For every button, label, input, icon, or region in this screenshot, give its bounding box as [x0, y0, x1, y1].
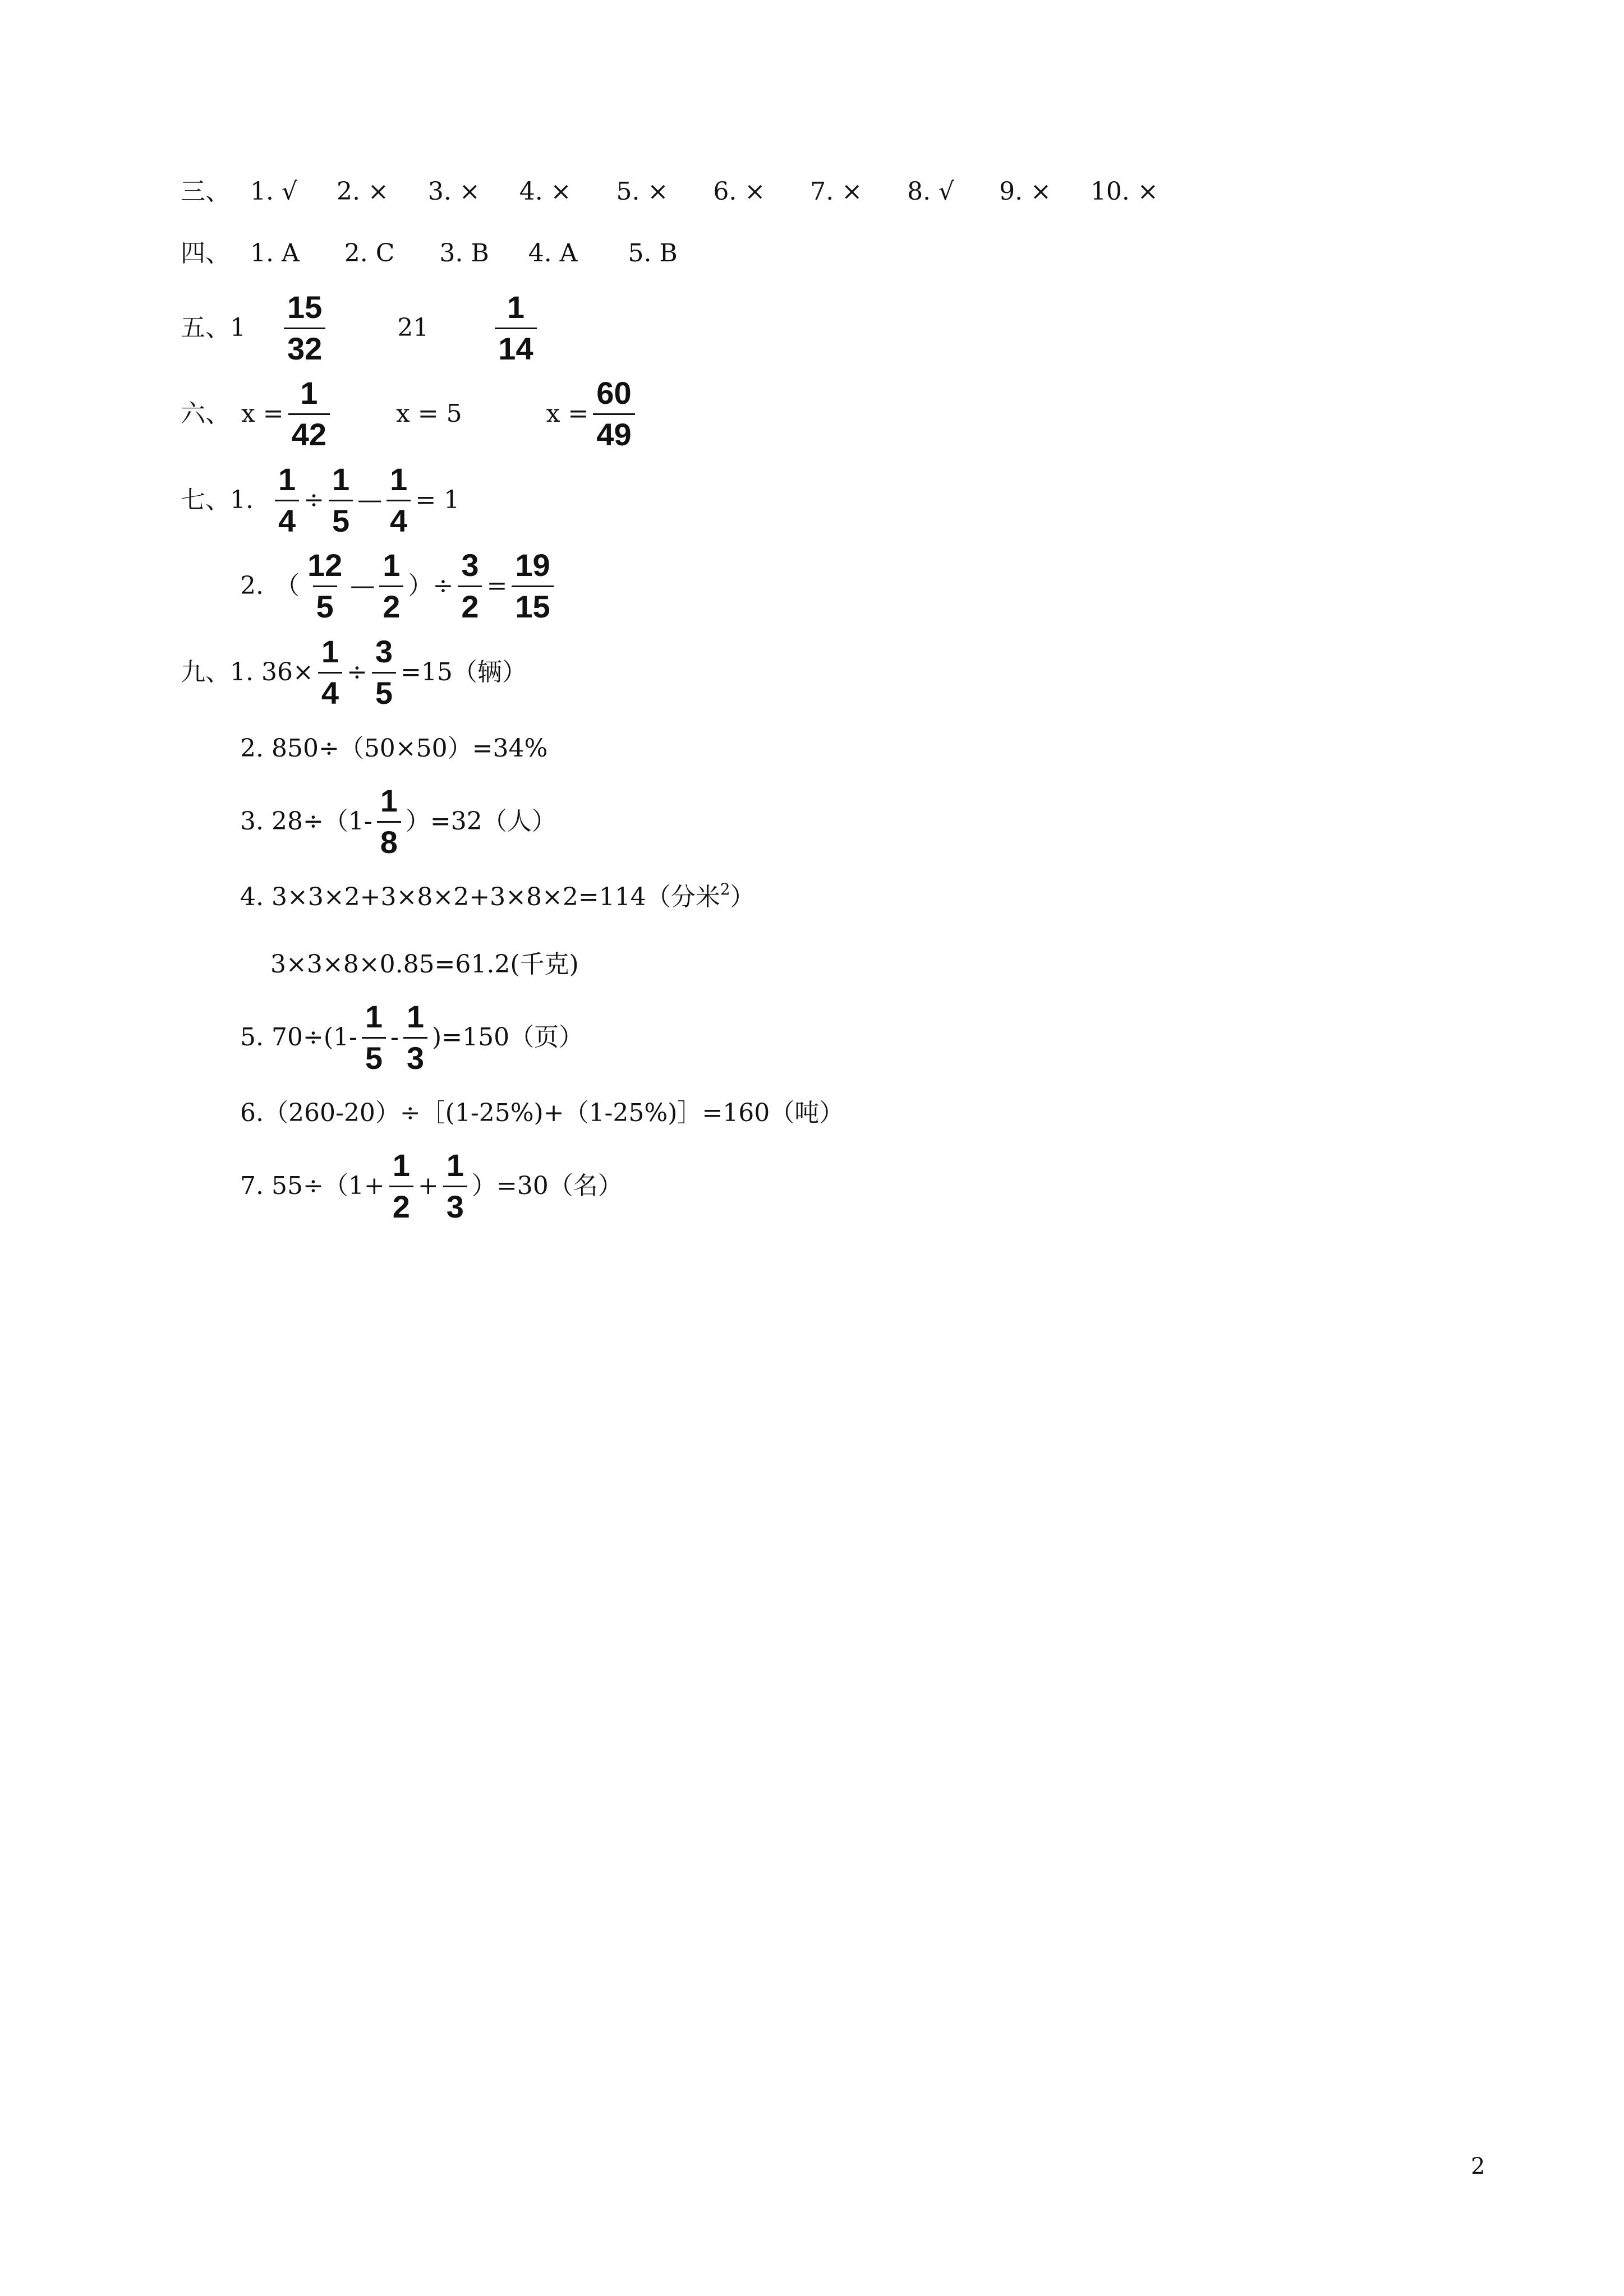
section-label: 四、 — [181, 239, 230, 268]
denominator: 5 — [372, 672, 396, 710]
answer-line-section-9-q4-line2 — [270, 948, 579, 981]
section-label: 七、 — [181, 486, 230, 514]
numerator: 19 — [515, 547, 550, 583]
answer-line-section-3 — [181, 175, 1158, 209]
fraction — [387, 463, 411, 538]
answer-line-section-9-q6 — [240, 1096, 844, 1130]
numerator: 1 — [390, 461, 408, 497]
answer-item: 5. B — [628, 239, 678, 268]
denominator: 4 — [387, 500, 411, 538]
expression: 3×3×8×0.85=61.2(千克) — [270, 950, 579, 979]
numerator: 3 — [375, 633, 393, 669]
fraction — [458, 549, 482, 624]
expression-prefix: 1. 36× — [230, 658, 314, 686]
denominator: 4 — [275, 500, 299, 538]
operator: ÷ — [346, 658, 367, 686]
numerator: 1 — [332, 461, 350, 497]
answer-item: 9. × — [999, 177, 1051, 206]
answer-line-section-6 — [181, 372, 640, 456]
denominator: 3 — [443, 1186, 467, 1224]
fraction — [288, 377, 330, 451]
fraction — [593, 377, 634, 451]
answer-item: 7. × — [810, 177, 863, 206]
fraction — [443, 1149, 467, 1224]
numerator: 1 — [300, 375, 318, 411]
answer-item: 3. × — [427, 177, 480, 206]
paren: （ — [274, 571, 300, 600]
fraction — [377, 782, 401, 860]
fraction — [304, 549, 346, 624]
denominator: 5 — [329, 500, 353, 538]
denominator: 3 — [403, 1037, 427, 1075]
section-label: 三、 — [181, 177, 230, 206]
operator: - — [390, 1023, 399, 1052]
numerator: 1 — [392, 1147, 410, 1183]
denominator: 2 — [458, 585, 482, 624]
operator: ÷ — [303, 486, 325, 514]
paren: ） — [408, 571, 433, 600]
question-index: 1. — [230, 486, 254, 514]
denominator: 42 — [288, 413, 330, 451]
denominator: 4 — [318, 672, 342, 710]
numerator: 15 — [287, 289, 323, 325]
numerator: 1 — [507, 289, 525, 325]
equals: = — [486, 571, 508, 600]
numerator: 1 — [406, 998, 425, 1034]
fraction — [389, 1149, 413, 1224]
answer-value: 21 — [397, 313, 429, 342]
expression: 2. 850÷（50×50）=34% — [240, 734, 548, 763]
answer-line-section-7-q1 — [181, 458, 459, 542]
numerator: 1 — [278, 461, 296, 497]
answer-line-section-9-q4 — [240, 880, 755, 914]
numerator: 1 — [446, 1147, 464, 1183]
expression-prefix: 5. 70÷(1- — [240, 1023, 357, 1052]
numerator: 12 — [307, 547, 343, 583]
answer-line-section-9-q2 — [240, 732, 548, 766]
operator: + — [417, 1172, 439, 1200]
answer-item: 6. × — [713, 177, 766, 206]
denominator: 5 — [362, 1037, 386, 1075]
fraction — [362, 998, 386, 1076]
expression-suffix: =15（辆） — [401, 658, 527, 686]
operator: — — [357, 486, 383, 514]
answer-item: 8. √ — [907, 177, 955, 206]
answer-item: 3. B — [439, 239, 489, 268]
answer-line-section-7-q2 — [240, 544, 558, 628]
denominator: 49 — [593, 413, 634, 451]
denominator: 32 — [284, 328, 325, 366]
equation: x = 5 — [395, 399, 462, 428]
expression: 4. 3×3×2+3×8×2+3×8×2=114（分米 — [240, 883, 720, 911]
fraction — [495, 291, 536, 366]
answer-line-section-9-q5 — [240, 995, 583, 1080]
operator: — — [350, 571, 375, 600]
answer-line-section-9-q1 — [181, 630, 527, 714]
section-label: 五、 — [181, 313, 230, 342]
denominator: 14 — [495, 328, 536, 366]
expression-prefix: 3. 28÷（1- — [240, 807, 372, 836]
expression-suffix: ）=30（名） — [471, 1172, 623, 1200]
answer-item: 5. × — [616, 177, 669, 206]
denominator: 2 — [389, 1186, 413, 1224]
paren: ） — [730, 883, 755, 911]
answer-item: 2. C — [344, 239, 395, 268]
fraction — [372, 635, 396, 710]
expression-suffix: ）=32（人） — [405, 807, 556, 836]
denominator: 5 — [313, 585, 337, 624]
fraction — [379, 549, 403, 624]
numerator: 60 — [596, 375, 632, 411]
section-label: 六、 — [181, 399, 230, 428]
answer-item: 4. × — [519, 177, 572, 206]
denominator: 15 — [512, 585, 553, 624]
numerator: 1 — [365, 998, 383, 1034]
answer-item: 1. A — [250, 239, 300, 268]
denominator: 2 — [379, 585, 403, 624]
answer-item: 1. √ — [250, 177, 298, 206]
answer-item: 4. A — [528, 239, 578, 268]
equation-prefix: x = — [241, 399, 284, 428]
superscript: 2 — [720, 880, 730, 898]
expression: 6.（260-20）÷［(1-25%)+（1-25%)］=160（吨） — [240, 1099, 844, 1127]
result: = 1 — [415, 486, 460, 514]
fraction — [318, 635, 342, 710]
equation-prefix: x = — [546, 399, 589, 428]
fraction — [403, 998, 427, 1076]
mixed-number-whole: 1 — [230, 313, 246, 342]
fraction — [512, 549, 553, 624]
numerator: 1 — [380, 782, 398, 818]
answer-item: 2. × — [337, 177, 389, 206]
answer-item: 10. × — [1090, 177, 1158, 206]
question-index: 2. — [240, 571, 264, 600]
expression-suffix: )=150（页） — [432, 1023, 584, 1052]
answer-line-section-9-q3 — [240, 780, 556, 864]
fraction — [284, 291, 325, 366]
fraction — [329, 463, 353, 538]
page-number: 2 — [1471, 2154, 1485, 2179]
fraction — [275, 463, 299, 538]
answer-line-section-5 — [181, 286, 541, 370]
answer-line-section-9-q7 — [240, 1144, 623, 1228]
numerator: 1 — [383, 547, 401, 583]
expression-prefix: 7. 55÷（1+ — [240, 1172, 385, 1200]
denominator: 8 — [377, 821, 401, 859]
numerator: 1 — [321, 633, 339, 669]
numerator: 3 — [461, 547, 479, 583]
operator: ÷ — [433, 571, 454, 600]
answer-line-section-4 — [181, 237, 678, 270]
section-label: 九、 — [181, 658, 230, 686]
